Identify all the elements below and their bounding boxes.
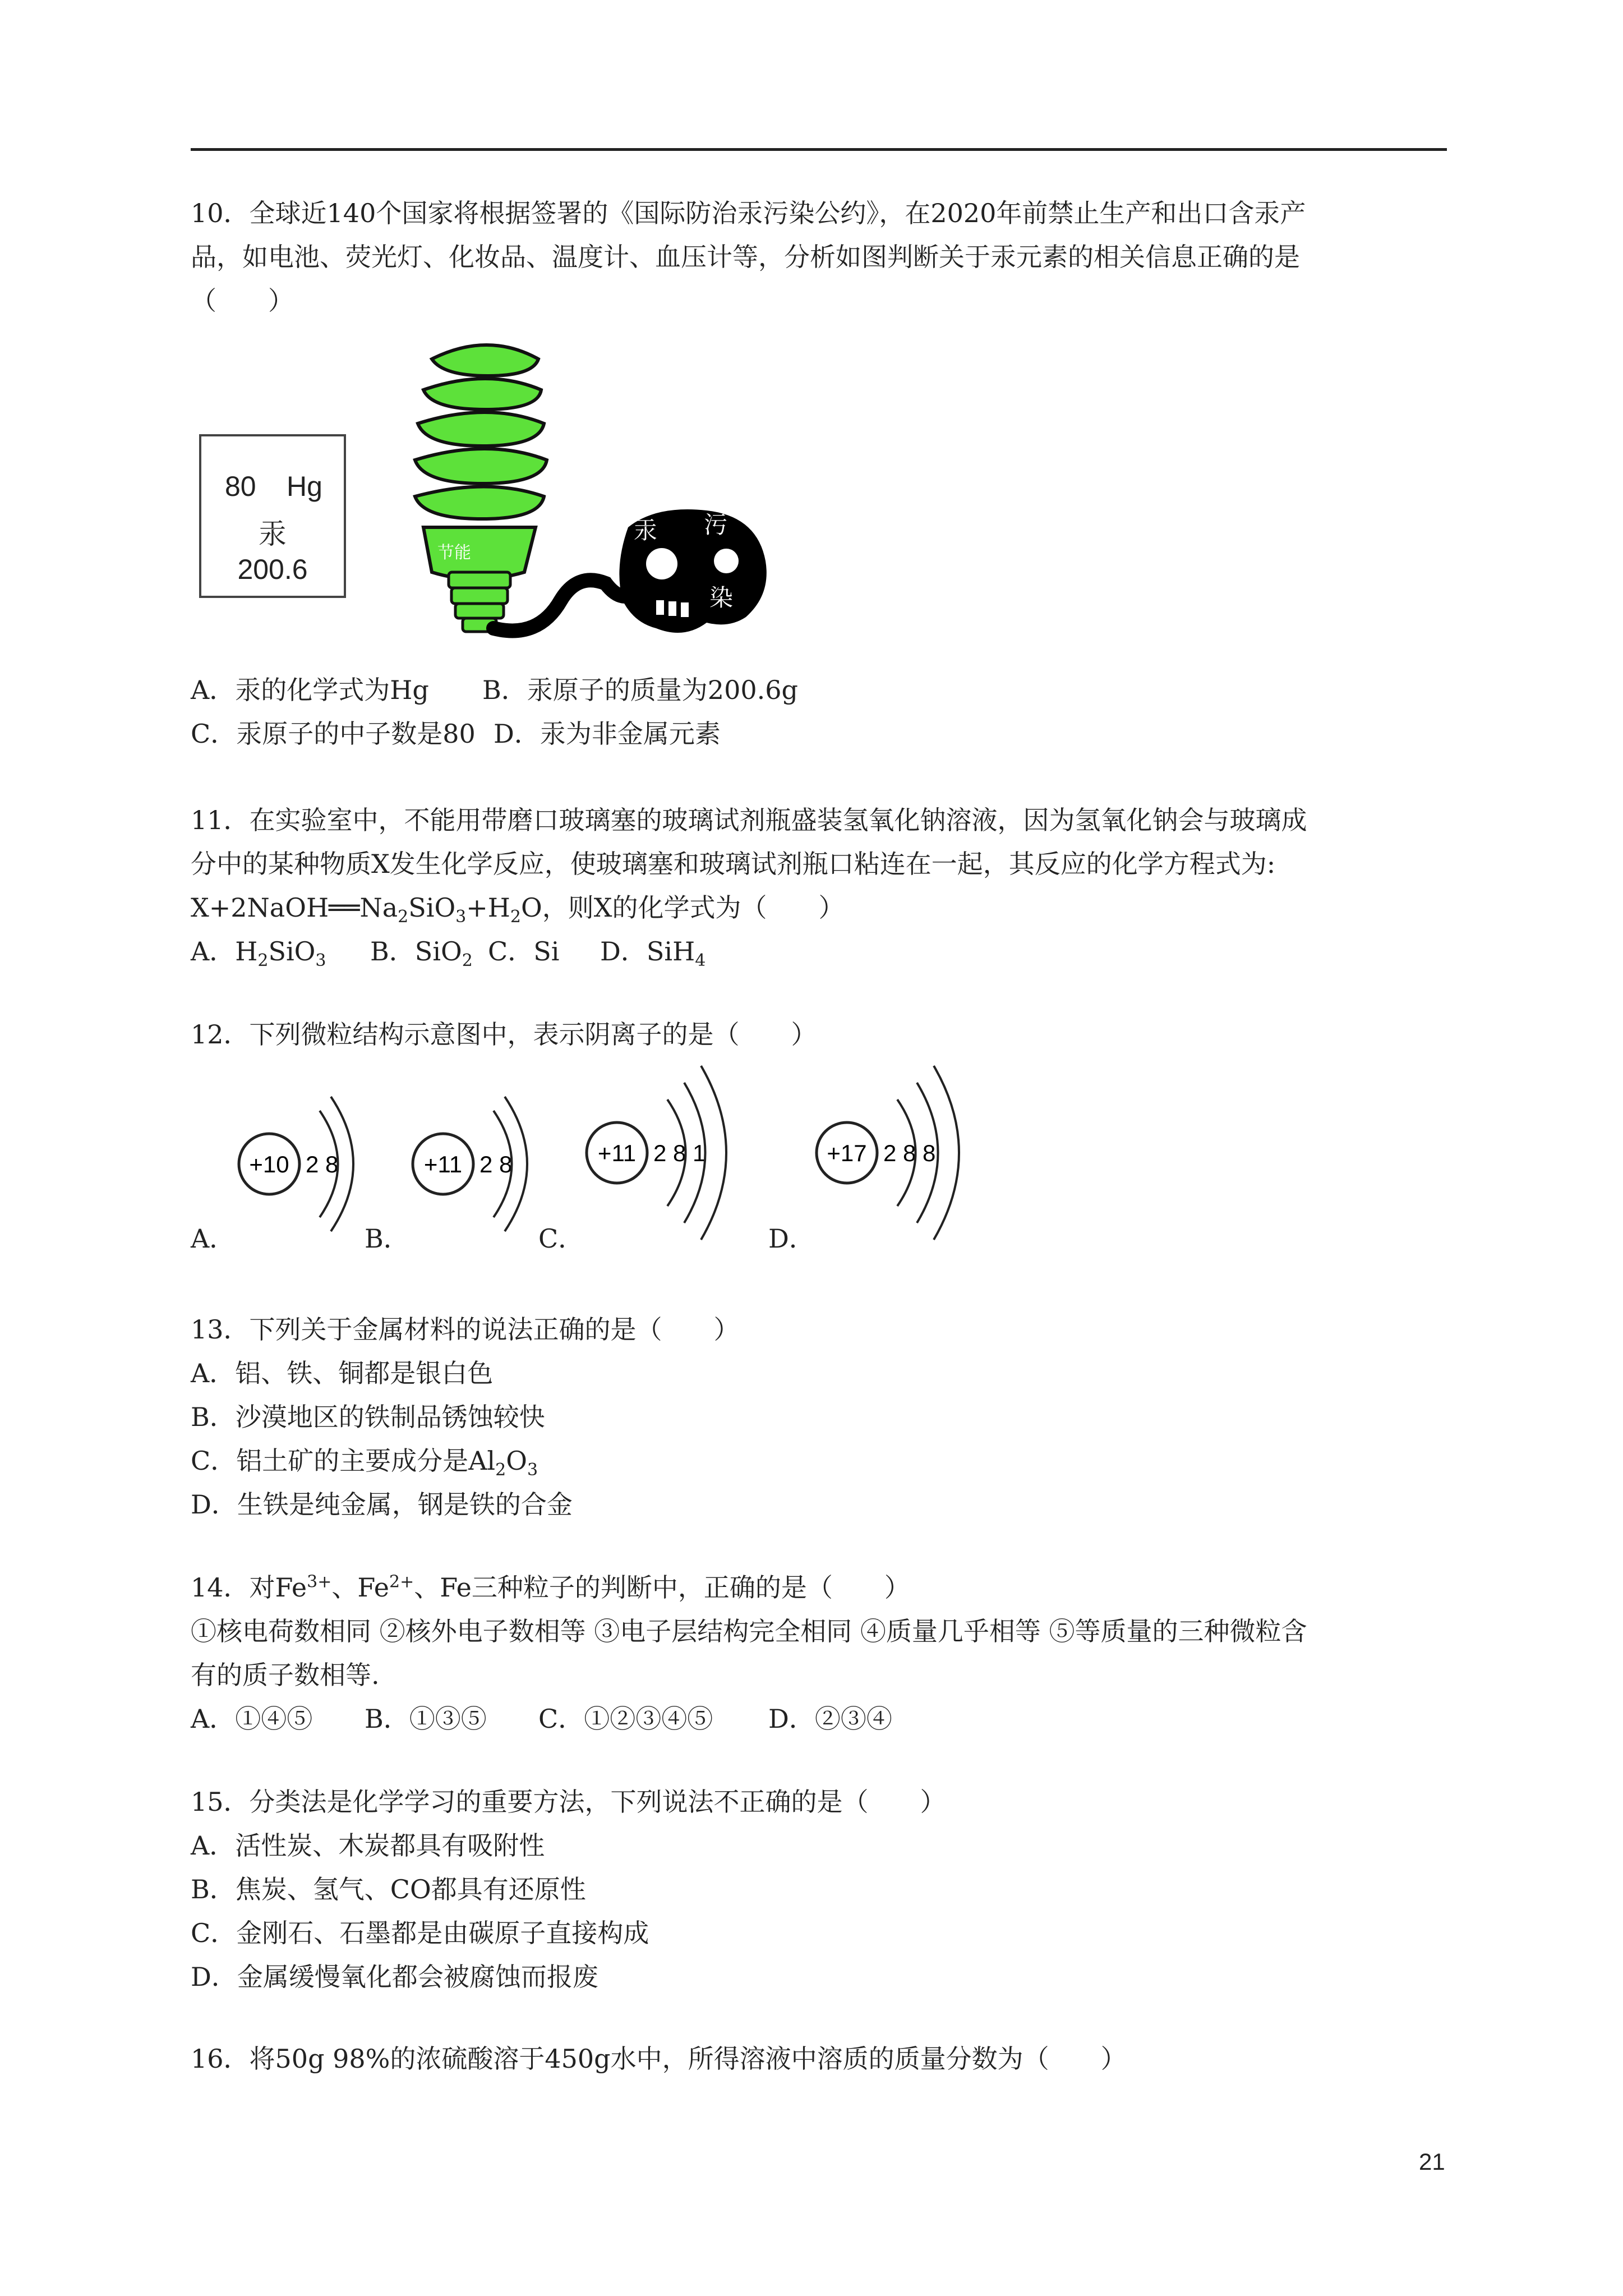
nucleus-charge: +11 xyxy=(597,1140,637,1166)
q11-option-c: C．Si xyxy=(488,936,560,967)
electron-shells: 2 8 xyxy=(479,1151,513,1177)
q13-stem: 13．下列关于金属材料的说法正确的是（ ） xyxy=(191,1314,740,1345)
q13-option-d: D．生铁是纯金属，钢是铁的合金 xyxy=(191,1489,573,1520)
element-name: 汞 xyxy=(259,518,287,550)
q13-option-b: B．沙漠地区的铁制品锈蚀较快 xyxy=(191,1402,545,1432)
page-number: 21 xyxy=(1419,2148,1445,2175)
q15-stem: 15．分类法是化学学习的重要方法，下列说法不正确的是（ ） xyxy=(191,1787,946,1817)
skull-text-3: 染 xyxy=(709,584,734,611)
q11-equation: $X+2NaOH══Na_2SiO_3+H_2O$，则X的化学式为（ ） xyxy=(191,892,845,927)
q12-label-d: D． xyxy=(768,1223,815,1254)
element-card xyxy=(199,434,346,598)
q14-option-b: B．①③⑤ xyxy=(365,1704,487,1734)
q11-stem-line2: 分中的某种物质X发生化学反应，使玻璃塞和玻璃试剂瓶口粘连在一起，其反应的化学方程式为: xyxy=(191,849,1276,879)
q14-statements-line2: 有的质子数相等. xyxy=(191,1660,380,1690)
q10-option-b: B．汞原子的质量为200.6g xyxy=(482,675,798,705)
q10-stem-line3: （ ） xyxy=(191,286,294,316)
atomic-mass: 200.6 xyxy=(237,554,308,585)
q12-stem: 12．下列微粒结构示意图中，表示阴离子的是（ ） xyxy=(191,1019,817,1050)
q16-stem: 16．将50g 98%的浓硫酸溶于450g水中，所得溶液中溶质的质量分数为（ ） xyxy=(191,2044,1127,2074)
q11-option-d: D．SiH$_4$ xyxy=(600,936,706,971)
q10-stem-line2: 品，如电池、荧光灯、化妆品、温度计、血压计等，分析如图判断关于汞元素的相关信息正确的是 xyxy=(191,242,1300,272)
electron-shells: 2 8 1 xyxy=(653,1140,706,1166)
q14-option-c: C．①②③④⑤ xyxy=(538,1704,713,1734)
q13-option-c: C．铝土矿的主要成分是$Al_2O_3$ xyxy=(191,1446,538,1480)
q10-stem-line1: 10．全球近140个国家将根据签署的《国际防治汞污染公约》，在2020年前禁止生产和出口含汞产 xyxy=(191,198,1306,228)
q12-label-c: C． xyxy=(538,1223,584,1254)
q11-option-a: A．$H_2SiO_3$ xyxy=(191,936,326,971)
bulb-label: 节能 xyxy=(437,543,471,563)
q14-statements-line1: ①核电荷数相同 ②核外电子数相等 ③电子层结构完全相同 ④质量几乎相等 ⑤等质量的三种微粒含 xyxy=(191,1616,1307,1646)
skull-text-2: 污 xyxy=(704,511,728,539)
q12-label-b: B． xyxy=(365,1223,409,1254)
q14-stem: 14．对$Fe^{3+}$、$Fe^{2+}$、Fe三种粒子的判断中，正确的是（ ） xyxy=(191,1572,910,1603)
q10-option-d: D．汞为非金属元素 xyxy=(494,719,721,749)
q14-option-a: A．①④⑤ xyxy=(191,1704,313,1734)
mercury-bulb-illustration xyxy=(393,337,796,651)
q14-option-d: D．②③④ xyxy=(768,1704,892,1734)
header-rule xyxy=(191,148,1447,151)
q15-option-b: B．焦炭、氢气、CO都具有还原性 xyxy=(191,1874,586,1904)
q15-option-d: D．金属缓慢氧化都会被腐蚀而报废 xyxy=(191,1962,598,1992)
q15-option-c: C．金刚石、石墨都是由碳原子直接构成 xyxy=(191,1918,649,1948)
electron-shells: 2 8 xyxy=(306,1151,339,1177)
q10-option-c: C．汞原子的中子数是80 xyxy=(191,719,476,749)
skull-text-1: 汞 xyxy=(634,517,658,544)
q13-option-a: A．铝、铁、铜都是银白色 xyxy=(191,1358,494,1388)
q10-option-a: A．汞的化学式为Hg xyxy=(191,675,429,705)
nucleus-charge: +17 xyxy=(827,1140,867,1166)
atom-diagram-c xyxy=(583,1055,768,1257)
nucleus-charge: +11 xyxy=(423,1151,463,1177)
element-symbol: Hg xyxy=(287,471,322,502)
q15-option-a: A．活性炭、木炭都具有吸附性 xyxy=(191,1830,545,1861)
atom-diagram-a xyxy=(236,1066,381,1257)
q11-stem-line1: 11．在实验室中，不能用带磨口玻璃塞的玻璃试剂瓶盛装氢氧化钠溶液，因为氢氧化钠会与玻璃成 xyxy=(191,805,1307,835)
atomic-number: 80 xyxy=(225,471,256,502)
q11-option-b: B．SiO$_2$ xyxy=(370,936,473,971)
nucleus-charge: +10 xyxy=(249,1151,289,1177)
electron-shells: 2 8 8 xyxy=(883,1140,936,1166)
q12-label-a: A． xyxy=(191,1223,236,1254)
atom-diagram-d xyxy=(813,1055,1004,1257)
atom-diagram-b xyxy=(409,1066,555,1257)
